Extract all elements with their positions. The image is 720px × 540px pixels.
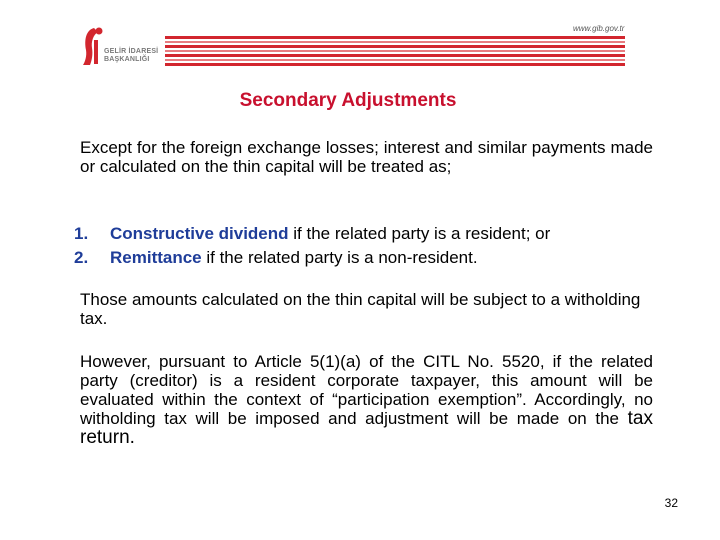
- list-text: if the related party is a resident; or: [288, 224, 551, 243]
- slide-title: Secondary Adjustments: [239, 90, 457, 111]
- website-url: www.gib.gov.tr: [573, 24, 625, 33]
- list-number: 1.: [74, 224, 89, 243]
- adjustment-list: [74, 222, 654, 270]
- logo-text: [104, 48, 158, 64]
- withholding-paragraph: Those amounts calculated on the thin capital will be subject to a witholding tax.: [80, 290, 641, 328]
- list-number: 2.: [74, 248, 89, 267]
- list-item: [74, 222, 654, 246]
- gib-logo: [82, 26, 172, 72]
- list-text: if the related party is a non-resident.: [201, 248, 478, 267]
- list-item: [74, 246, 654, 270]
- logo-line1: GELİR İDARESİ: [104, 48, 159, 55]
- header-stripes: [165, 36, 625, 66]
- exemption-paragraph: [80, 352, 653, 447]
- exemption-tail: tax return.: [80, 408, 653, 448]
- logo-emblem-icon: [82, 26, 104, 66]
- exemption-text: However, pursuant to Article 5(1)(a) of the CITL No. 5520, if the related party (creditor) is a resident corporate taxpayer, this amount will be evaluated within the context of “participation exemption”. Accordingly, no witholding tax will be imposed and adjustment will be made on the: [80, 352, 653, 428]
- logo-line2: BAŞKANLIĞI: [104, 56, 150, 63]
- page-number: 32: [664, 496, 678, 510]
- intro-paragraph: Except for the foreign exchange losses; interest and similar payments made or calculated on the thin capital will be treated as;: [80, 138, 653, 176]
- list-term: Remittance: [110, 248, 202, 267]
- list-term: Constructive dividend: [110, 224, 289, 243]
